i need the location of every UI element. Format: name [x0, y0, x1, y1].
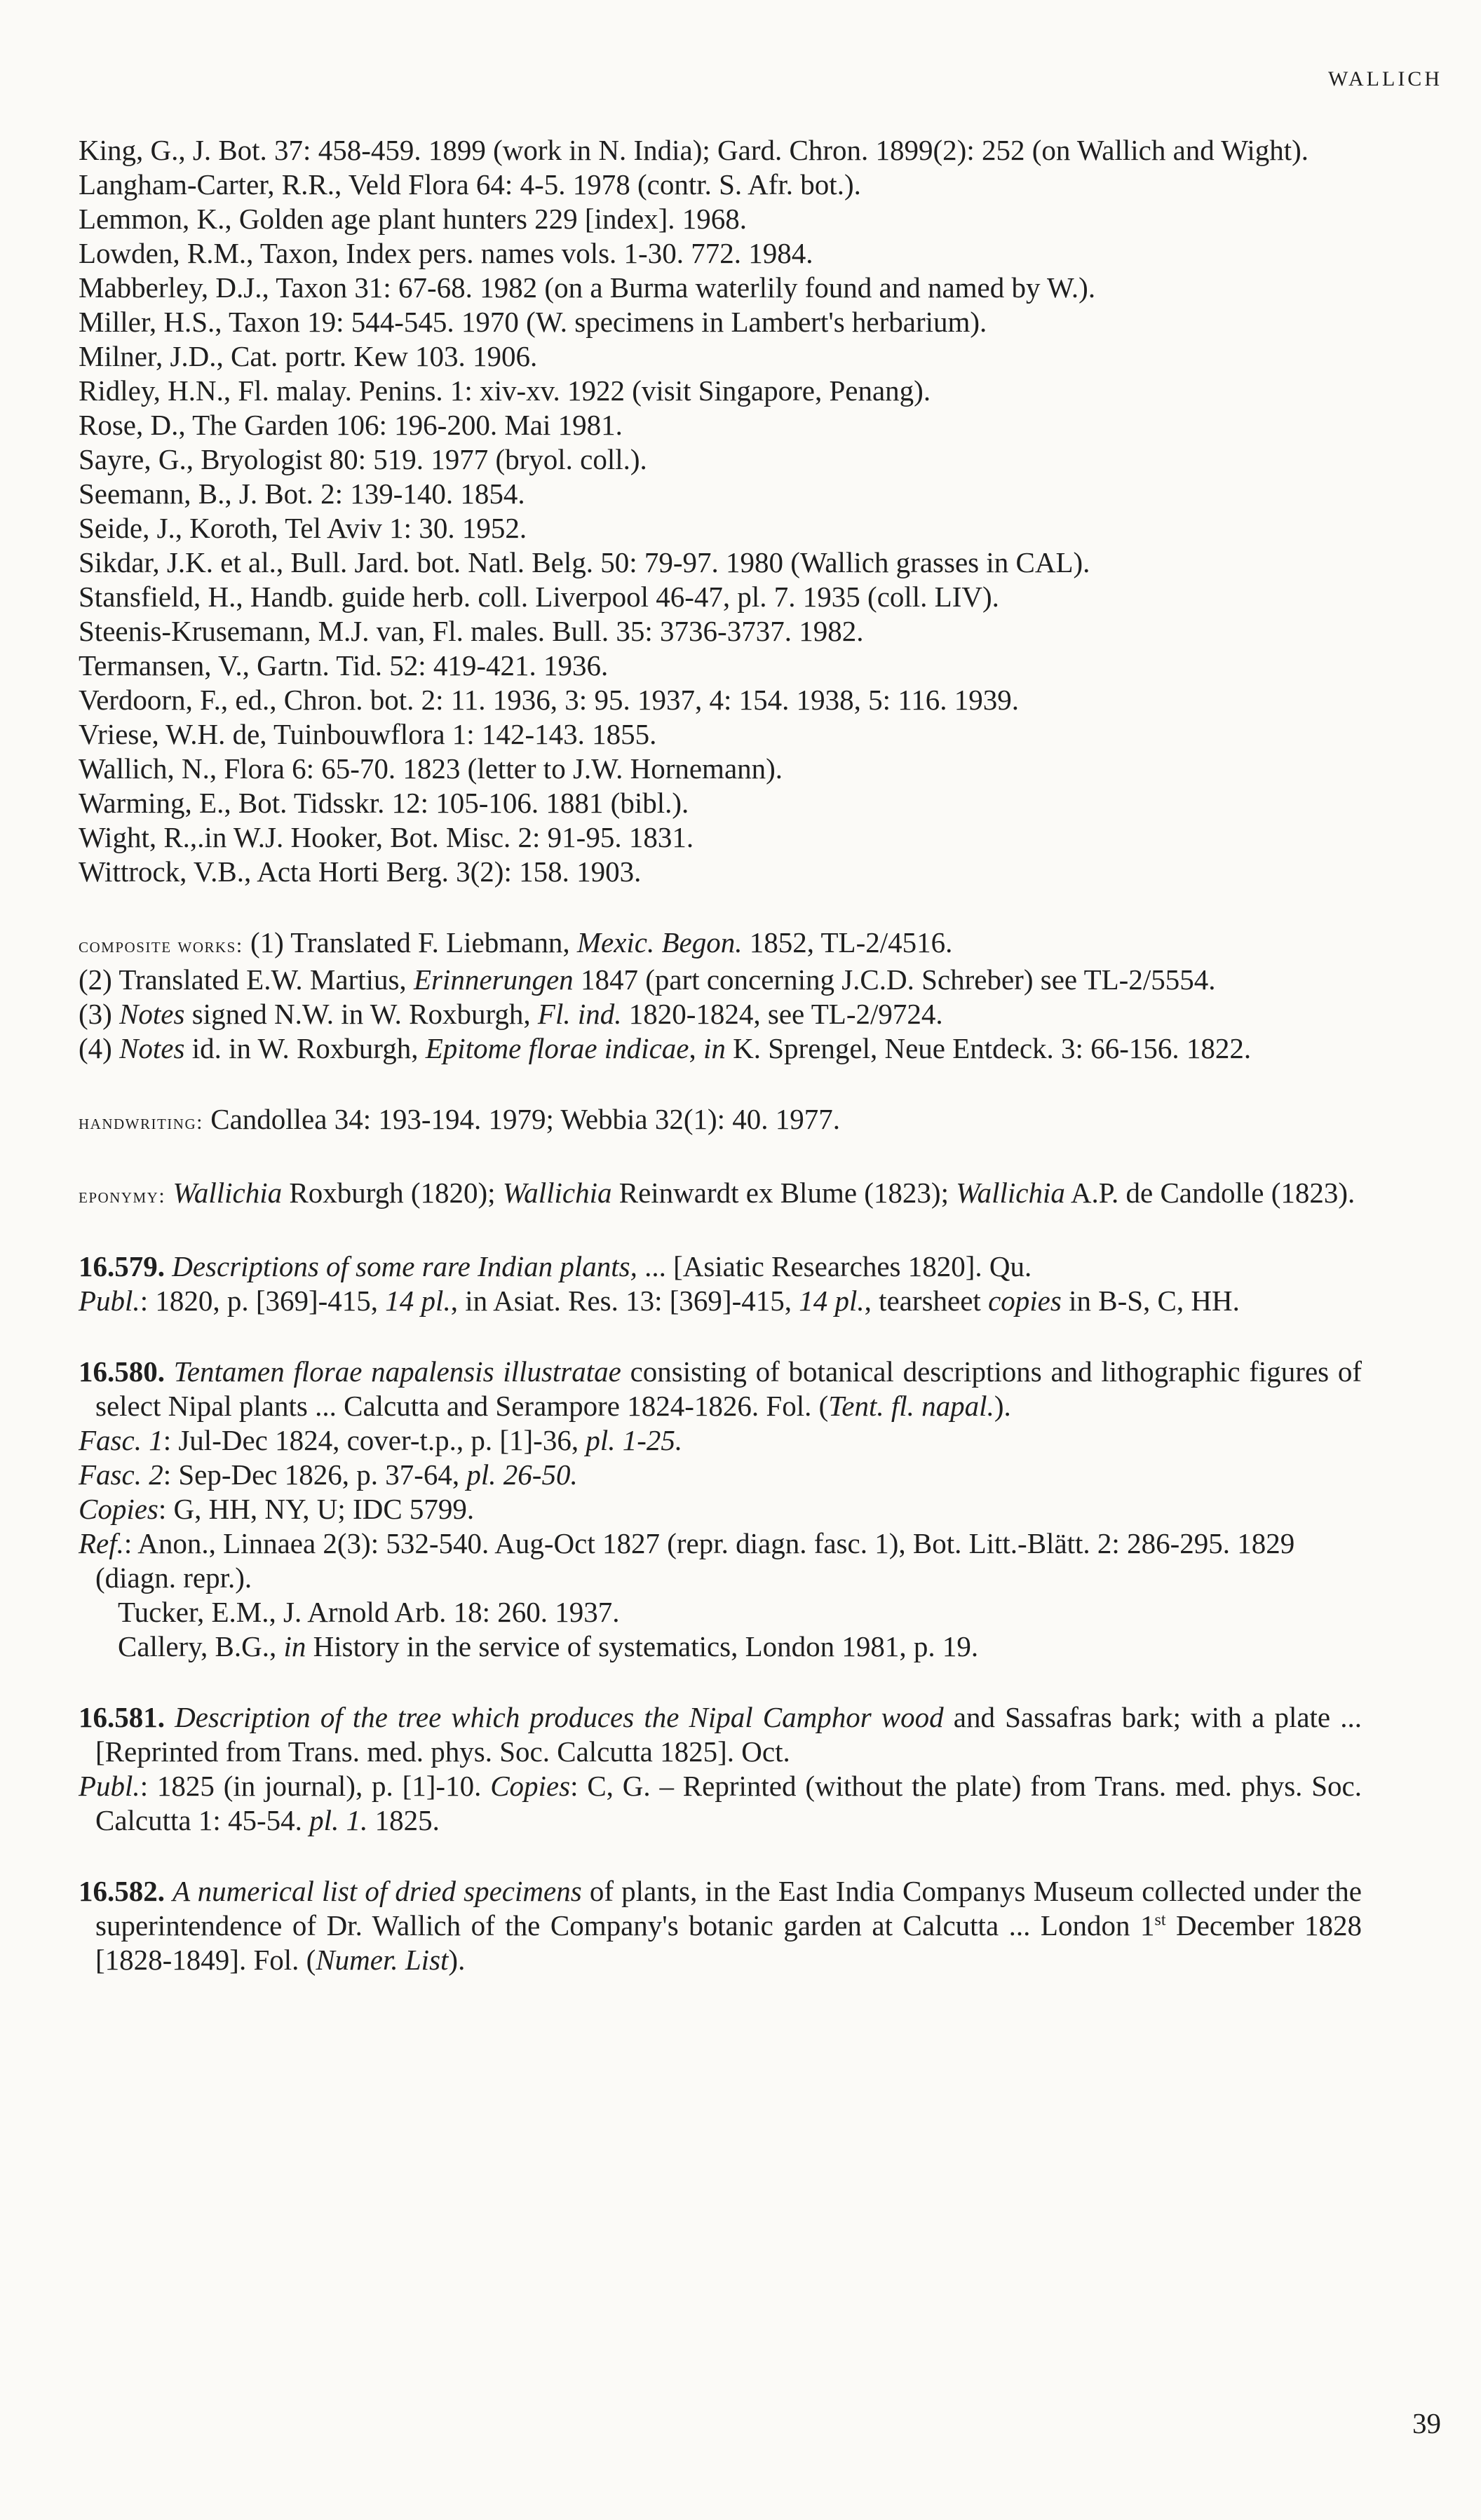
text-run: : G, HH, NY, U; IDC 5799. [158, 1493, 475, 1525]
entry-number: 16.581. [79, 1701, 165, 1733]
text-run-italic: Notes [119, 1032, 185, 1064]
entry-title-line [79, 1874, 1362, 1977]
text-run: (1) Translated F. Liebmann, [243, 926, 577, 958]
reference-item: Verdoorn, F., ed., Chron. bot. 2: 11. 1936, 3: 95. 1937, 4: 154. 1938, 5: 116. 1939. [79, 684, 1019, 716]
entry-title: Descriptions of some rare Indian plants, [172, 1250, 637, 1282]
text-run: of plants, in the East India Companys Museum collected under the superintendence of Dr. Wallich of the Company's botanic garden at Calcutta ... London 1 [95, 1875, 1362, 1942]
entry-publ-line [79, 1769, 1362, 1838]
text-run-italic: Erinnerungen [413, 963, 574, 996]
text-run-italic: Wallichia [173, 1177, 283, 1209]
text-run: 1825. [367, 1804, 440, 1836]
reference-item: Rose, D., The Garden 106: 196-200. Mai 1981. [79, 409, 623, 441]
publ-label: Publ. [79, 1770, 140, 1802]
entry-title: A numerical list of dried specimens [173, 1875, 582, 1907]
ref-line [79, 1526, 1362, 1595]
text-run-italic: Notes [119, 998, 185, 1030]
text-run-italic: in [703, 1032, 726, 1064]
text-run-italic: 14 pl. [799, 1285, 865, 1317]
reference-item: Seemann, B., J. Bot. 2: 139-140. 1854. [79, 477, 525, 510]
entry-title-line [79, 1249, 1362, 1284]
text-run: ). [994, 1390, 1011, 1422]
text-run: 1847 (part concerning J.C.D. Schreber) see TL-2/5554. [573, 963, 1216, 996]
text-run: ... [Asiatic Researches 1820]. Qu. [637, 1250, 1032, 1282]
composite-works-line-3 [79, 997, 1362, 1031]
entry-number: 16.579. [79, 1250, 165, 1282]
text-run: A.P. de Candolle (1823). [1064, 1177, 1355, 1209]
text-run: (2) Translated E.W. Martius, [79, 963, 414, 996]
handwriting-label: handwriting: [79, 1111, 203, 1134]
text-run-italic: Fl. ind. [537, 998, 622, 1030]
text-run-italic: 14 pl. [385, 1285, 451, 1317]
text-run-italic: in [283, 1630, 306, 1662]
reference-item: Langham-Carter, R.R., Veld Flora 64: 4-5. 1978 (contr. S. Afr. bot.). [79, 168, 861, 201]
entry-abbreviation: Numer. List [316, 1944, 449, 1976]
text-run: : 1820, p. [369]-415, [140, 1285, 386, 1317]
running-title: WALLICH [1328, 67, 1442, 90]
text-run: : Anon., Linnaea 2(3): 532-540. Aug-Oct 1827 (repr. diagn. fasc. 1), Bot. Litt.-Blätt. 2: 286-295. 1829 (diagn. repr.). [95, 1527, 1295, 1594]
entry-title: Tentamen florae napalensis illustratae [173, 1355, 621, 1388]
entry-number: 16.580. [79, 1355, 165, 1388]
text-run: Candollea 34: 193-194. 1979; Webbia 32(1): 40. 1977. [203, 1103, 841, 1135]
entry-abbreviation: Tent. fl. napal. [828, 1390, 994, 1422]
text-run: History in the service of systematics, London 1981, p. 19. [306, 1630, 979, 1662]
reference-item: Wittrock, V.B., Acta Horti Berg. 3(2): 158. 1903. [79, 855, 642, 888]
text-run: : C, G. – Reprinted (without the plate) from Trans. med. phys. Soc. Calcutta 1: 45-54. [95, 1770, 1362, 1836]
text-run: ). [448, 1944, 466, 1976]
reference-list [79, 133, 1362, 1977]
reference-item: Miller, H.S., Taxon 19: 544-545. 1970 (W. specimens in Lambert's herbarium). [79, 306, 987, 338]
text-run: Roxburgh (1820); [282, 1177, 503, 1209]
reference-item: Sayre, G., Bryologist 80: 519. 1977 (bryol. coll.). [79, 443, 647, 475]
eponymy-line [79, 1176, 1362, 1213]
entry-title: Description of the tree which produces the Nipal Camphor wood [175, 1701, 944, 1733]
text-run [165, 1177, 173, 1209]
text-run: consisting of botanical descriptions and lithographic figures of select Nipal plants ... Calcutta and Serampore 1824-1826. Fol. ( [95, 1355, 1362, 1422]
reference-item: Vriese, W.H. de, Tuinbouwflora 1: 142-143. 1855. [79, 718, 657, 750]
text-run: K. Sprengel, Neue Entdeck. 3: 66-156. 1822. [725, 1032, 1252, 1064]
text-run: 1852, TL-2/4516. [742, 926, 953, 958]
text-run: , [689, 1032, 703, 1064]
reference-item: Warming, E., Bot. Tidsskr. 12: 105-106. 1881 (bibl.). [79, 787, 689, 819]
composite-works-line-1 [79, 926, 1362, 963]
eponymy-section [79, 1176, 1362, 1213]
fascicle-1-line [79, 1423, 1362, 1458]
copies-label: Copies [490, 1770, 571, 1802]
text-run-italic: pl. 26-50. [466, 1458, 578, 1491]
text-run-italic: copies [988, 1285, 1062, 1317]
entry-title-line [79, 1700, 1362, 1769]
reference-item: Ridley, H.N., Fl. malay. Penins. 1: xiv-xv. 1922 (visit Singapore, Penang). [79, 374, 931, 407]
entry-publ-line [79, 1284, 1362, 1318]
text-run: Callery, B.G., [118, 1630, 284, 1662]
composite-works-label: composite works: [79, 934, 243, 957]
entry-16-581 [79, 1700, 1362, 1838]
text-run: (3) [79, 998, 120, 1030]
text-run: : Jul-Dec 1824, cover-t.p., p. [1]-36, [163, 1424, 586, 1456]
superscript: st [1154, 1911, 1166, 1930]
entry-16-580 [79, 1355, 1362, 1664]
text-run-italic: Wallichia [956, 1177, 1065, 1209]
publ-label: Publ. [79, 1285, 140, 1317]
reference-item: Stansfield, H., Handb. guide herb. coll. Liverpool 46-47, pl. 7. 1935 (coll. LIV). [79, 581, 999, 613]
text-run: : 1825 (in journal), p. [1]-10. [140, 1770, 491, 1802]
ref-label: Ref. [79, 1527, 124, 1559]
reference-item: Termansen, V., Gartn. Tid. 52: 419-421. 1936. [79, 649, 609, 682]
handwriting-section [79, 1102, 1362, 1139]
composite-works-line-2 [79, 963, 1362, 997]
handwriting-line [79, 1102, 1362, 1139]
text-run: and Sassafras bark; with a plate ... [Reprinted from Trans. med. phys. Soc. Calcutta 1825]. Oct. [95, 1701, 1362, 1768]
text-run: : Sep-Dec 1826, p. 37-64, [163, 1458, 467, 1491]
eponymy-label: eponymy: [79, 1184, 166, 1207]
entry-number: 16.582. [79, 1875, 165, 1907]
text-run: Reinwardt ex Blume (1823); [611, 1177, 956, 1209]
reference-item: Milner, J.D., Cat. portr. Kew 103. 1906. [79, 340, 538, 372]
reference-item: Steenis-Krusemann, M.J. van, Fl. males. Bull. 35: 3736-3737. 1982. [79, 615, 864, 647]
text-run-italic: Mexic. Begon. [576, 926, 743, 958]
text-run: (4) [79, 1032, 120, 1064]
text-run-italic: pl. 1-25. [586, 1424, 683, 1456]
page-number: 39 [1412, 2407, 1441, 2439]
text-run: , tearsheet [864, 1285, 989, 1317]
text-run: 1820-1824, see TL-2/9724. [621, 998, 943, 1030]
text-run: December 1828 [1828-1849]. Fol. ( [95, 1909, 1362, 1976]
fascicle-label: Fasc. 1 [79, 1424, 163, 1456]
fascicle-2-line [79, 1458, 1362, 1492]
copies-label: Copies [79, 1493, 158, 1525]
reference-item: King, G., J. Bot. 37: 458-459. 1899 (work in N. India); Gard. Chron. 1899(2): 252 (on Wallich and Wight). [79, 134, 1309, 166]
text-run-italic: Epitome florae indicae [425, 1032, 689, 1064]
ref-line-2: Tucker, E.M., J. Arnold Arb. 18: 260. 1937. [118, 1596, 620, 1628]
text-run: , in Asiat. Res. 13: [369]-415, [450, 1285, 799, 1317]
reference-item: Sikdar, J.K. et al., Bull. Jard. bot. Natl. Belg. 50: 79-97. 1980 (Wallich grasses in CAL). [79, 546, 1090, 578]
text-run-italic: pl. 1. [309, 1804, 368, 1836]
text-run-italic: Wallichia [502, 1177, 612, 1209]
reference-item: Seide, J., Koroth, Tel Aviv 1: 30. 1952. [79, 512, 527, 544]
text-run: id. in W. Roxburgh, [184, 1032, 426, 1064]
entry-title-line [79, 1355, 1362, 1423]
reference-item: Lowden, R.M., Taxon, Index pers. names vols. 1-30. 772. 1984. [79, 237, 813, 269]
reference-item: Wallich, N., Flora 6: 65-70. 1823 (letter to J.W. Hornemann). [79, 752, 783, 785]
reference-item: Wight, R.,.in W.J. Hooker, Bot. Misc. 2: 91-95. 1831. [79, 821, 694, 853]
entry-16-582 [79, 1874, 1362, 1977]
fascicle-label: Fasc. 2 [79, 1458, 163, 1491]
copies-line [79, 1492, 1362, 1526]
reference-item: Lemmon, K., Golden age plant hunters 229 [index]. 1968. [79, 203, 748, 235]
composite-works-section [79, 926, 1362, 1066]
entry-16-579 [79, 1249, 1362, 1318]
ref-line-3 [79, 1630, 1362, 1664]
text-run: signed N.W. in W. Roxburgh, [184, 998, 538, 1030]
reference-item: Mabberley, D.J., Taxon 31: 67-68. 1982 (on a Burma waterlily found and named by W.). [79, 271, 1096, 304]
text-run: in B-S, C, HH. [1061, 1285, 1240, 1317]
composite-works-line-4 [79, 1031, 1362, 1066]
